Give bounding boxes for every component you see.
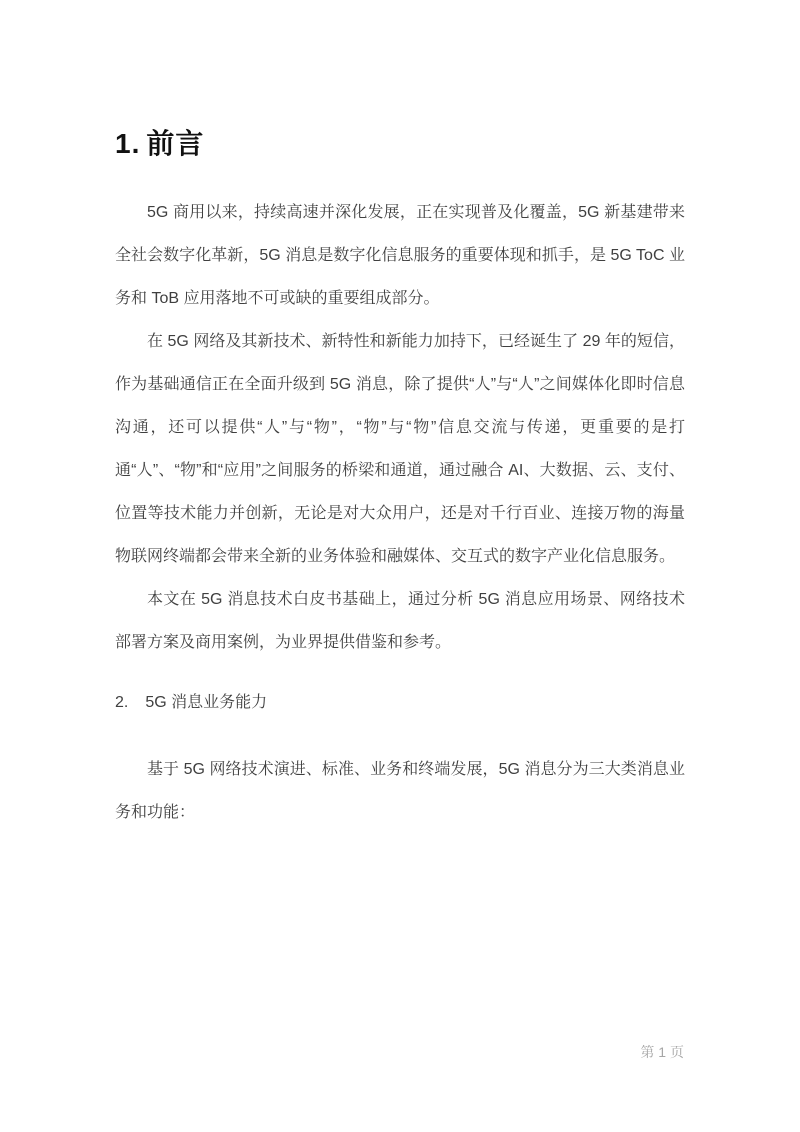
chapter-number: 1. <box>115 128 141 159</box>
chapter-heading <box>115 0 685 162</box>
page-footer <box>640 1042 684 1062</box>
section-number: 2. <box>115 694 129 711</box>
paragraph-section-2: 基于 5G 网络技术演进、标准、业务和终端发展，5G 消息分为三大类消息业务和功能： <box>115 761 685 821</box>
paragraph-intro-3: 本文在 5G 消息技术白皮书基础上，通过分析 5G 消息应用场景、网络技术部署方案及商用案例，为业界提供借鉴和参考。 <box>115 591 685 651</box>
section-title: 5G 消息业务能力 <box>145 694 268 711</box>
chapter-title: 前言 <box>146 128 205 159</box>
section-heading <box>115 681 685 724</box>
paragraph-intro-1: 5G 商用以来，持续高速并深化发展，正在实现普及化覆盖，5G 新基建带来全社会数字化革新，5G 消息是数字化信息服务的重要体现和抓手，是 5G ToC 业务和 ToB 应用落地不可或缺的重要组成部分。 <box>115 204 685 307</box>
paragraph-intro-2: 在 5G 网络及其新技术、新特性和新能力加持下，已经诞生了 29 年的短信，作为基础通信正在全面升级到 5G 消息，除了提供“人”与“人”之间媒体化即时信息沟通，还可以提供“人”与“物”，“物”与“物”信息交流与传递，更重要的是打通“人”、“物”和“应用”之间服务的桥梁和通道，通过融合 AI、大数据、云、支付、位置等技术能力并创新，无论是对大众用户，还是对千行百业、连接万物的海量物联网终端都会带来全新的业务体验和融媒体、交互式的数字产业化信息服务。 <box>115 333 685 565</box>
page-number: 第 1 页 <box>640 1044 684 1060</box>
page-content <box>115 0 685 834</box>
